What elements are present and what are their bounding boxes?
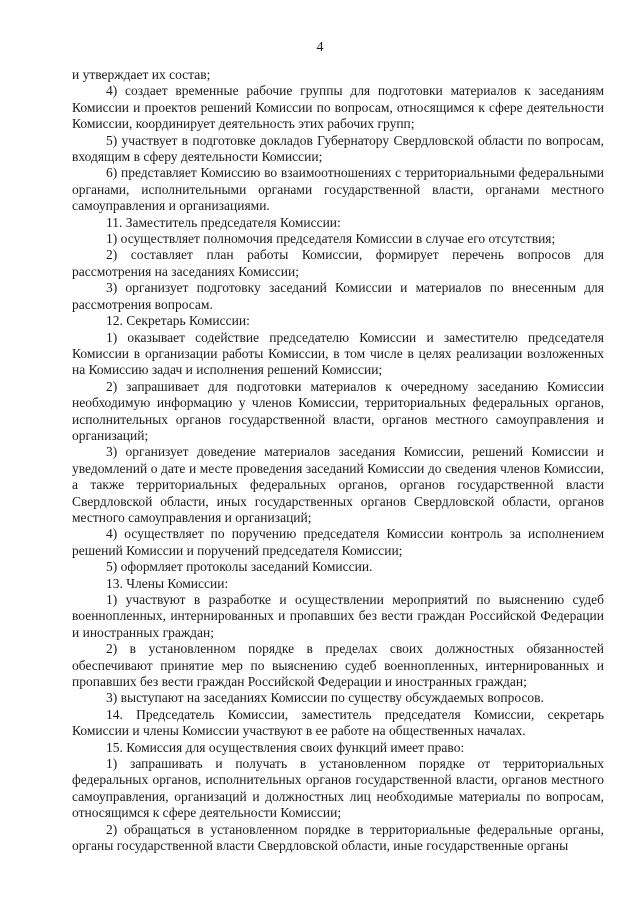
section-heading: 13. Члены Комиссии: [106,575,229,591]
paragraph: 1) запрашивать и получать в установленном порядке от территориальных федеральных органов, исполнительных органов государственной власти, органов местного самоуправления, организаций и должностных лиц необходимые материалы по вопросам, относящимся к сфере деятельности Комиссии; [72,756,604,821]
paragraph: 3) организует подготовку заседаний Комиссии и материалов по внесенным для рассмотрения вопросам. [72,280,604,312]
paragraph: 1) участвуют в разработке и осуществлении мероприятий по выяснению судеб военнопленных, интернированных и пропавших без вести граждан Российской Федерации и иностранных граждан; [72,592,604,640]
paragraph: 5) оформляет протоколы заседаний Комиссии. [106,559,373,575]
paragraph: 1) осуществляет полномочия председателя Комиссии в случае его отсутствия; [106,231,556,247]
paragraph: 3) выступают на заседаниях Комиссии по существу обсуждаемых вопросов. [106,690,544,706]
paragraph: 1) оказывает содействие председателю Комиссии и заместителю председателя Комиссии в организации работы Комиссии, в том числе в целях реализации возложенных на Комиссию задач и исполнения решений Комиссии; [72,329,604,378]
page-number: 4 [316,40,324,55]
paragraph: 14. Председатель Комиссии, заместитель председателя Комиссии, секретарь Комиссии и члены Комиссии участвуют в ее работе на общественных началах. [72,706,604,739]
paragraph: 4) осуществляет по поручению председателя Комиссии контроль за исполнением решений Комиссии и поручений председателя Комиссии; [72,526,604,558]
paragraph: 2) запрашивает для подготовки материалов к очередному заседанию Комиссии необходимую информацию у членов Комиссии, территориальных федеральных органов, исполнительных органов государственной власти, органов местного самоуправления и организаций; [72,378,604,443]
section-heading: 12. Секретарь Комиссии: [106,313,250,329]
paragraph: 2) в установленном порядке в пределах своих должностных обязанностей обеспечивают принятие мер по выяснению судеб военнопленных, интернированных и пропавших без вести граждан Российской Федерации и иностранных граждан; [72,641,604,690]
paragraph: 6) представляет Комиссию во взаимоотношениях с территориальными федеральными органами, исполнительными органами государственной власти, органами местного самоуправления и организациями. [72,165,604,214]
section-heading: 11. Заместитель председателя Комиссии: [106,214,341,230]
paragraph: 3) организует доведение материалов заседания Комиссии, решений Комиссии и уведомлений о дате и месте проведения заседаний Комиссии до сведения членов Комиссии, а также территориальных федеральных органов, органов государственной власти Свердловской области, иных государственных органов Свердловской области, органов местного самоуправления и организаций; [72,444,604,525]
paragraph: 4) создает временные рабочие группы для подготовки материалов к заседаниям Комиссии и проектов решений Комиссии по вопросам, относящимся к сфере деятельности Комиссии, координирует деятельность этих рабочих групп; [72,83,604,132]
document-body [72,67,604,855]
paragraph: 5) участвует в подготовке докладов Губернатору Свердловской области по вопросам, входящим в сферу деятельности Комиссии; [72,132,604,165]
paragraph: 2) составляет план работы Комиссии, формирует перечень вопросов для рассмотрения на заседаниях Комиссии; [72,247,604,279]
paragraph: 2) обращаться в установленном порядке в территориальные федеральные органы, органы государственной власти Свердловской области, иные государственные органы [72,821,604,854]
section-heading: 15. Комиссия для осуществления своих функций имеет право: [106,739,465,755]
paragraph: и утверждает их состав; [72,67,211,82]
